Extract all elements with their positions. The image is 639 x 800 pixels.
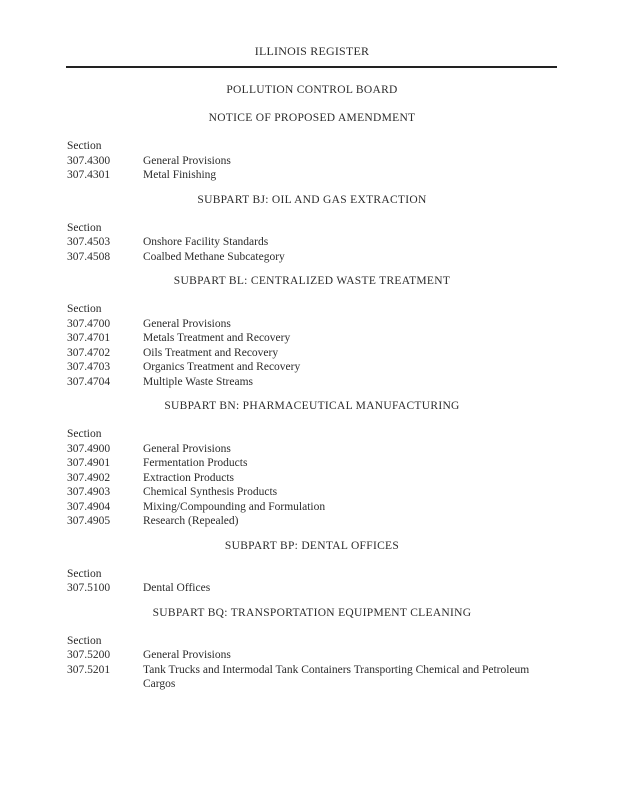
section-number: 307.4503 bbox=[67, 236, 111, 248]
section-number: 307.4508 bbox=[67, 250, 111, 263]
section-title: Metals Treatment and Recovery bbox=[143, 332, 291, 344]
section-title: Oils Treatment and Recovery bbox=[143, 346, 279, 359]
section-number: 307.4704 bbox=[67, 375, 111, 388]
section-number: 307.4902 bbox=[67, 471, 111, 484]
section-title: Coalbed Methane Subcategory bbox=[143, 250, 285, 263]
section-number: 307.4702 bbox=[67, 346, 111, 359]
section-row bbox=[67, 346, 557, 361]
section-row bbox=[67, 442, 557, 457]
section-number: 307.4903 bbox=[67, 486, 111, 498]
section-row bbox=[67, 168, 557, 183]
section-number: 307.4701 bbox=[67, 332, 111, 344]
section-title: Onshore Facility Standards bbox=[143, 236, 269, 248]
board-heading: POLLUTION CONTROL BOARD bbox=[226, 84, 398, 96]
subpart-heading: SUBPART BL: CENTRALIZED WASTE TREATMENT bbox=[173, 275, 451, 287]
section-number: 307.4301 bbox=[67, 169, 111, 181]
section-number: 307.5200 bbox=[67, 649, 111, 661]
section-title: Chemical Synthesis Products bbox=[143, 486, 278, 498]
section-row bbox=[67, 663, 557, 692]
section-row bbox=[67, 375, 557, 390]
section-row bbox=[67, 360, 557, 375]
section-row bbox=[67, 648, 557, 663]
section-row bbox=[67, 581, 557, 596]
section-row bbox=[67, 471, 557, 486]
section-title: Metal Finishing bbox=[143, 169, 217, 181]
section-title: Research (Repealed) bbox=[143, 515, 239, 527]
section-label: Section bbox=[67, 634, 102, 647]
section-number: 307.4703 bbox=[67, 361, 111, 373]
section-group bbox=[67, 606, 557, 692]
section-number: 307.4904 bbox=[67, 500, 111, 513]
section-number: 307.4905 bbox=[67, 515, 111, 527]
notice-heading: NOTICE OF PROPOSED AMENDMENT bbox=[208, 112, 416, 124]
section-group bbox=[67, 139, 557, 183]
section-title: Fermentation Products bbox=[143, 457, 248, 469]
section-title: General Provisions bbox=[143, 649, 231, 661]
section-group bbox=[67, 274, 557, 389]
section-title: General Provisions bbox=[143, 317, 231, 330]
section-title: General Provisions bbox=[143, 154, 231, 167]
section-row bbox=[67, 317, 557, 332]
section-group bbox=[67, 193, 557, 265]
section-title: Dental Offices bbox=[143, 582, 211, 594]
section-label: Section bbox=[67, 428, 102, 440]
section-label: Section bbox=[67, 303, 102, 315]
section-row bbox=[67, 456, 557, 471]
section-title: Organics Treatment and Recovery bbox=[143, 361, 301, 373]
header-rule bbox=[66, 66, 557, 68]
section-row bbox=[67, 485, 557, 500]
section-number: 307.4901 bbox=[67, 457, 111, 469]
section-title: Multiple Waste Streams bbox=[143, 375, 254, 388]
section-title: General Provisions bbox=[143, 442, 231, 455]
section-groups bbox=[67, 139, 557, 692]
subpart-heading: SUBPART BP: DENTAL OFFICES bbox=[224, 539, 400, 552]
section-row bbox=[67, 331, 557, 346]
section-number: 307.5201 bbox=[67, 663, 111, 676]
section-group bbox=[67, 399, 557, 529]
subpart-heading: SUBPART BJ: OIL AND GAS EXTRACTION bbox=[197, 193, 427, 206]
section-row bbox=[67, 235, 557, 250]
subpart-heading: SUBPART BN: PHARMACEUTICAL MANUFACTURING bbox=[164, 400, 460, 412]
section-row bbox=[67, 154, 557, 169]
register-title: ILLINOIS REGISTER bbox=[254, 44, 370, 58]
section-number: 307.4300 bbox=[67, 154, 111, 167]
section-row bbox=[67, 514, 557, 529]
section-label: Section bbox=[67, 567, 102, 580]
section-title: Extraction Products bbox=[143, 471, 235, 484]
subpart-heading: SUBPART BQ: TRANSPORTATION EQUIPMENT CLEANING bbox=[152, 606, 472, 619]
section-title: Mixing/Compounding and Formulation bbox=[143, 500, 326, 513]
section-label: Section bbox=[67, 221, 102, 234]
section-number: 307.5100 bbox=[67, 582, 111, 594]
section-row bbox=[67, 250, 557, 265]
section-row bbox=[67, 500, 557, 515]
section-label: Section bbox=[67, 140, 102, 152]
section-group bbox=[67, 539, 557, 596]
section-title: Tank Trucks and Intermodal Tank Containers Transporting Chemical and Petroleum Cargos bbox=[143, 663, 530, 690]
page-content bbox=[67, 77, 557, 692]
section-number: 307.4900 bbox=[67, 442, 111, 455]
section-number: 307.4700 bbox=[67, 317, 111, 330]
